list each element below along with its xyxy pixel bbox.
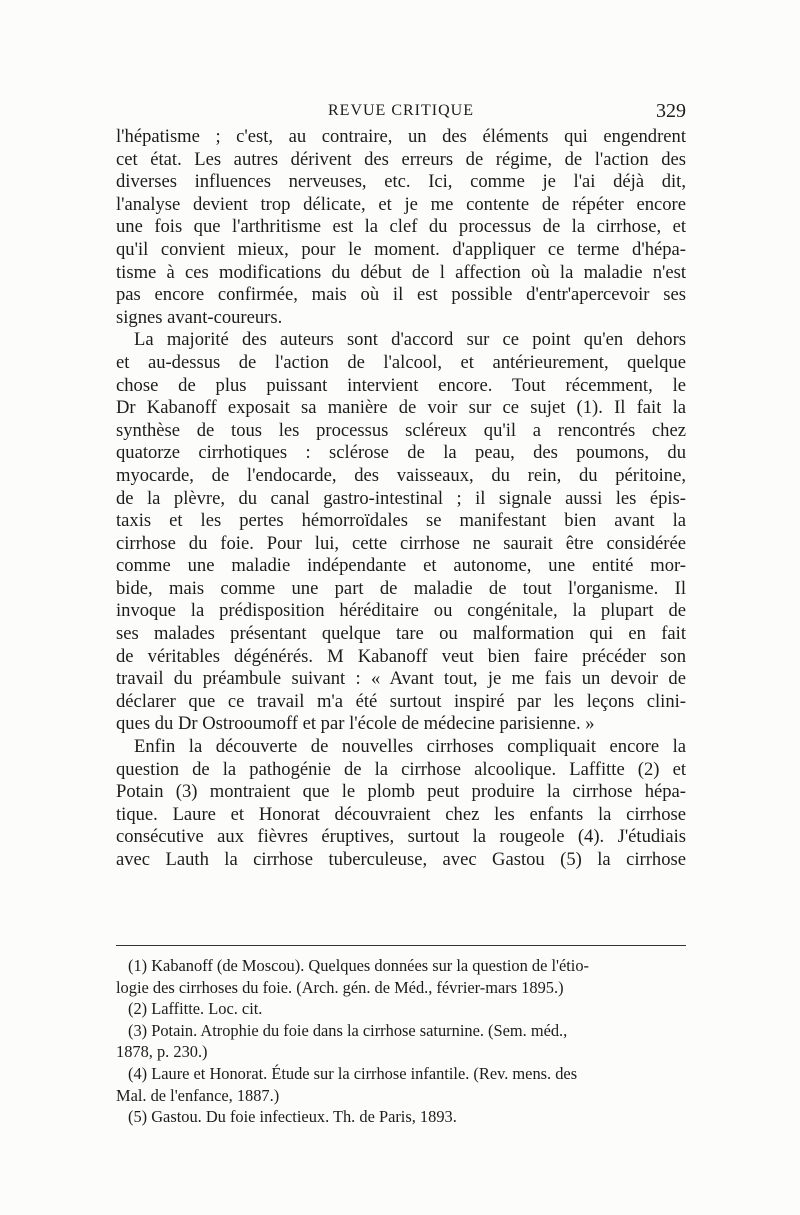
text-line: diverses influences nerveuses, etc. Ici, comme je l'ai déjà dit,: [116, 171, 686, 193]
text-line: ques du Dr Ostrooumoff et par l'école de médecine parisienne. »: [116, 713, 595, 735]
footnote-line: (2) Laffitte. Loc. cit.: [128, 999, 263, 1019]
text-line: comme une maladie indépendante et autonome, une entité mor-: [116, 555, 686, 577]
text-line: question de la pathogénie de la cirrhose alcoolique. Laffitte (2) et: [116, 758, 686, 780]
footnote-line: (3) Potain. Atrophie du foie dans la cirrhose saturnine. (Sem. méd.,: [128, 1020, 568, 1040]
body-text: [116, 126, 686, 872]
footnote-2: [116, 998, 686, 1020]
text-line: tisme à ces modifications du début de l affection où la maladie n'est: [116, 261, 686, 283]
footnote-line: (5) Gastou. Du foie infectieux. Th. de Paris, 1893.: [128, 1107, 457, 1127]
footnote-5: [116, 1106, 686, 1128]
text-line: quatorze cirrhotiques : sclérose de la peau, des poumons, du: [116, 442, 686, 464]
paragraph-1: [116, 126, 686, 329]
text-line: de véritables dégénérés. M Kabanoff veut bien faire précéder son: [116, 645, 686, 667]
text-line: Dr Kabanoff exposait sa manière de voir sur ce sujet (1). Il fait la: [116, 397, 686, 419]
footnote-divider: [116, 945, 686, 946]
text-line: l'analyse devient trop délicate, et je me contente de répéter encore: [116, 193, 686, 215]
text-line: travail du préambule suivant : « Avant tout, je me fais un devoir de: [116, 668, 686, 690]
text-line: l'hépatisme ; c'est, au contraire, un des éléments qui engendrent: [116, 126, 686, 147]
text-line: signes avant-coureurs.: [116, 306, 283, 328]
text-line: ses malades présentant quelque tare ou malformation qui en fait: [116, 623, 686, 645]
text-line: une fois que l'arthritisme est la clef du processus de la cirrhose, et: [116, 216, 686, 238]
text-line: taxis et les pertes hémorroïdales se manifestant bien avant la: [116, 510, 686, 532]
footnote-line: (1) Kabanoff (de Moscou). Quelques données sur la question de l'étio-: [128, 956, 590, 975]
text-line: Potain (3) montraient que le plomb peut produire la cirrhose hépa-: [116, 781, 686, 803]
text-line: déclarer que ce travail m'a été surtout inspiré par les leçons clini-: [116, 690, 686, 712]
footnote-line: Mal. de l'enfance, 1887.): [116, 1085, 280, 1105]
footnote-4: [116, 1063, 686, 1106]
text-line: La majorité des auteurs sont d'accord sur ce point qu'en dehors: [134, 329, 686, 351]
running-title: REVUE CRITIQUE: [328, 102, 474, 119]
text-line: cirrhose du foie. Pour lui, cette cirrhose ne saurait être considérée: [116, 532, 686, 554]
text-line: synthèse de tous les processus scléreux qu'il a rencontrés chez: [116, 419, 686, 441]
text-line: bide, mais comme une part de maladie de tout l'organisme. Il: [116, 577, 686, 599]
text-line: qu'il convient mieux, pour le moment. d'appliquer ce terme d'hépa-: [116, 238, 686, 260]
text-line: avec Lauth la cirrhose tuberculeuse, avec Gastou (5) la cirrhose: [116, 849, 686, 870]
text-line: Enfin la découverte de nouvelles cirrhoses compliquait encore la: [134, 736, 686, 758]
text-line: de la plèvre, du canal gastro-intestinal ; il signale aussi les épis-: [116, 487, 686, 509]
footnote-1: [116, 955, 686, 998]
footnote-line: 1878, p. 230.): [116, 1042, 208, 1062]
footnote-line: (4) Laure et Honorat. Étude sur la cirrhose infantile. (Rev. mens. des: [128, 1063, 578, 1083]
text-line: et au-dessus de l'action de l'alcool, et antérieurement, quelque: [116, 351, 686, 373]
text-line: pas encore confirmée, mais où il est possible d'entr'apercevoir ses: [116, 284, 686, 306]
footnote-3: [116, 1020, 686, 1063]
text-line: tique. Laure et Honorat découvraient chez les enfants la cirrhose: [116, 803, 686, 825]
footnotes: [116, 955, 686, 1128]
text-line: invoque la prédisposition héréditaire ou congénitale, la plupart de: [116, 600, 686, 622]
paragraph-2: [116, 329, 686, 736]
text-line: chose de plus puissant intervient encore. Tout récemment, le: [116, 374, 686, 396]
paragraph-3: [116, 736, 686, 872]
text-line: myocarde, de l'endocarde, des vaisseaux, du rein, du péritoine,: [116, 464, 686, 486]
page-number: 329: [656, 100, 686, 122]
page-header: [116, 100, 686, 124]
text-line: consécutive aux fièvres éruptives, surtout la rougeole (4). J'étudiais: [116, 826, 686, 848]
footnote-line: logie des cirrhoses du foie. (Arch. gén. de Méd., février-mars 1895.): [116, 977, 564, 997]
text-line: cet état. Les autres dérivent des erreurs de régime, de l'action des: [116, 148, 686, 170]
